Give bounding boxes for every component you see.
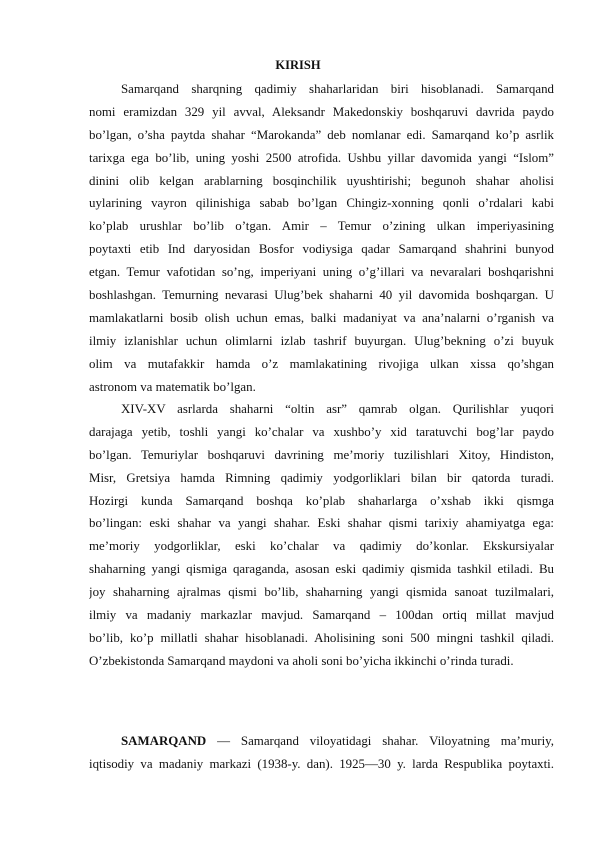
text-line: nomi eramizdan 329 yil avval, Aleksandr Makedonskiy boshqaruvi davrida paydo [89,104,554,119]
text-line: bo’lgan. Temuriylar boshqaruvi davrining me’moriy tuzilishlari Xitoy, Hindiston, [89,447,554,462]
text-line: ko’plab urushlar bo’lib o’tgan. Amir – Temur o’zining ulkan imperiyasining [89,219,554,234]
text-line: boshlashgan. Temurning nevarasi Ulug’bek shaharni 40 yil davomida boshqargan. U [89,288,554,303]
paragraph-golden-age [89,398,554,673]
text-line: dinini olib kelgan arablarning bosqinchilik uyushtirishi; begunoh shahar aholisi [89,173,554,188]
text-line: XIV-XV asrlarda shaharni “oltin asr” qamrab olgan. Qurilishlar yuqori [121,402,554,416]
text-line: me’moriy yodgorliklar, eski ko’chalar va qadimiy do’konlar. Ekskursiyalar [89,539,554,554]
text-line: O’zbekistonda Samarqand maydoni va aholi soni bo’yicha ikkinchi o’rinda turadi. [89,653,514,668]
text-line: iqtisodiy va madaniy markazi (1938-y. dan). 1925—30 y. larda Respublika poytaxti. [89,756,554,771]
text-line: etgan. Temur vafotidan so’ng, imperiyani uning o’g’illari va nevaralari boshqarishni [89,265,554,280]
text-line: mamlakatlarni bosib olish uchun emas, balki madaniyat va ana’nalarni o’rganish va [89,310,554,325]
text-line: shaharning yangi qismiga qaraganda, asosan eski qadimiy qismida tashkil etiladi. Bu [89,562,554,577]
page-title: KIRISH [275,58,321,72]
text-line: bo’lgan, o’sha paytda shahar “Marokanda” deb nomlanar edi. Samarqand ko’p asrlik [89,127,554,142]
text-line: Samarqand sharqning qadimiy shaharlaridan biri hisoblanadi. Samarqand [121,82,554,96]
text-line: uylarining vayron qilinishiga sabab bo’lgan Chingiz-xonning qonli o’rdalari kabi [89,196,554,211]
text-line: ilmiy izlanishlar uchun olimlarni izlab tashrif buyurgan. Ulug’bekning o’zi buyuk [89,333,554,348]
text-line: poytaxti etib Ind daryosidan Bosfor vodiysiga qadar Samarqand shahrini bunyod [89,242,554,257]
text-line: Hozirgi kunda Samarqand boshqa ko’plab shaharlarga o’xshab ikki qismga [89,493,554,508]
paragraph-intro [89,78,554,398]
text-line: tarixga ega bo’lib, uning yoshi 2500 atrofida. Ushbu yillar davomida yangi “Islom” [89,150,554,165]
text-line: darajaga yetib, toshli yangi ko’chalar va xushbo’y xid taratuvchi bog’lar paydo [89,424,554,439]
text-line [89,730,554,753]
text-line: joy shaharning ajralmas qismi bo’lib, shaharning yangi qismida sanoat tuzilmalari, [89,585,554,600]
text-line: astronom va matematik bo’lgan. [89,379,256,394]
term-definition: — Samarqand viloyatidagi shahar. Viloyatning ma’muriy, [206,734,554,748]
text-line: bo’lib, ko’p millatli shahar hisoblanadi. Aholisining soni 500 mingni tashkil qiladi. [89,630,554,645]
term-heading: SAMARQAND [121,734,207,748]
text-line: ilmiy va madaniy markazlar mavjud. Samarqand – 100dan ortiq millat mavjud [89,608,554,623]
text-line: olim va mutafakkir hamda o’z mamlakatining rivojiga ulkan xissa qo’shgan [89,356,554,371]
paragraph-definition [89,730,554,776]
text-line: bo’lingan: eski shahar va yangi shahar. Eski shahar qismi tarixiy ahamiyatga ega: [89,516,554,531]
text-line: Misr, Gretsiya hamda Rimning qadimiy yodgorliklari bilan bir qatorda turadi. [89,470,554,485]
